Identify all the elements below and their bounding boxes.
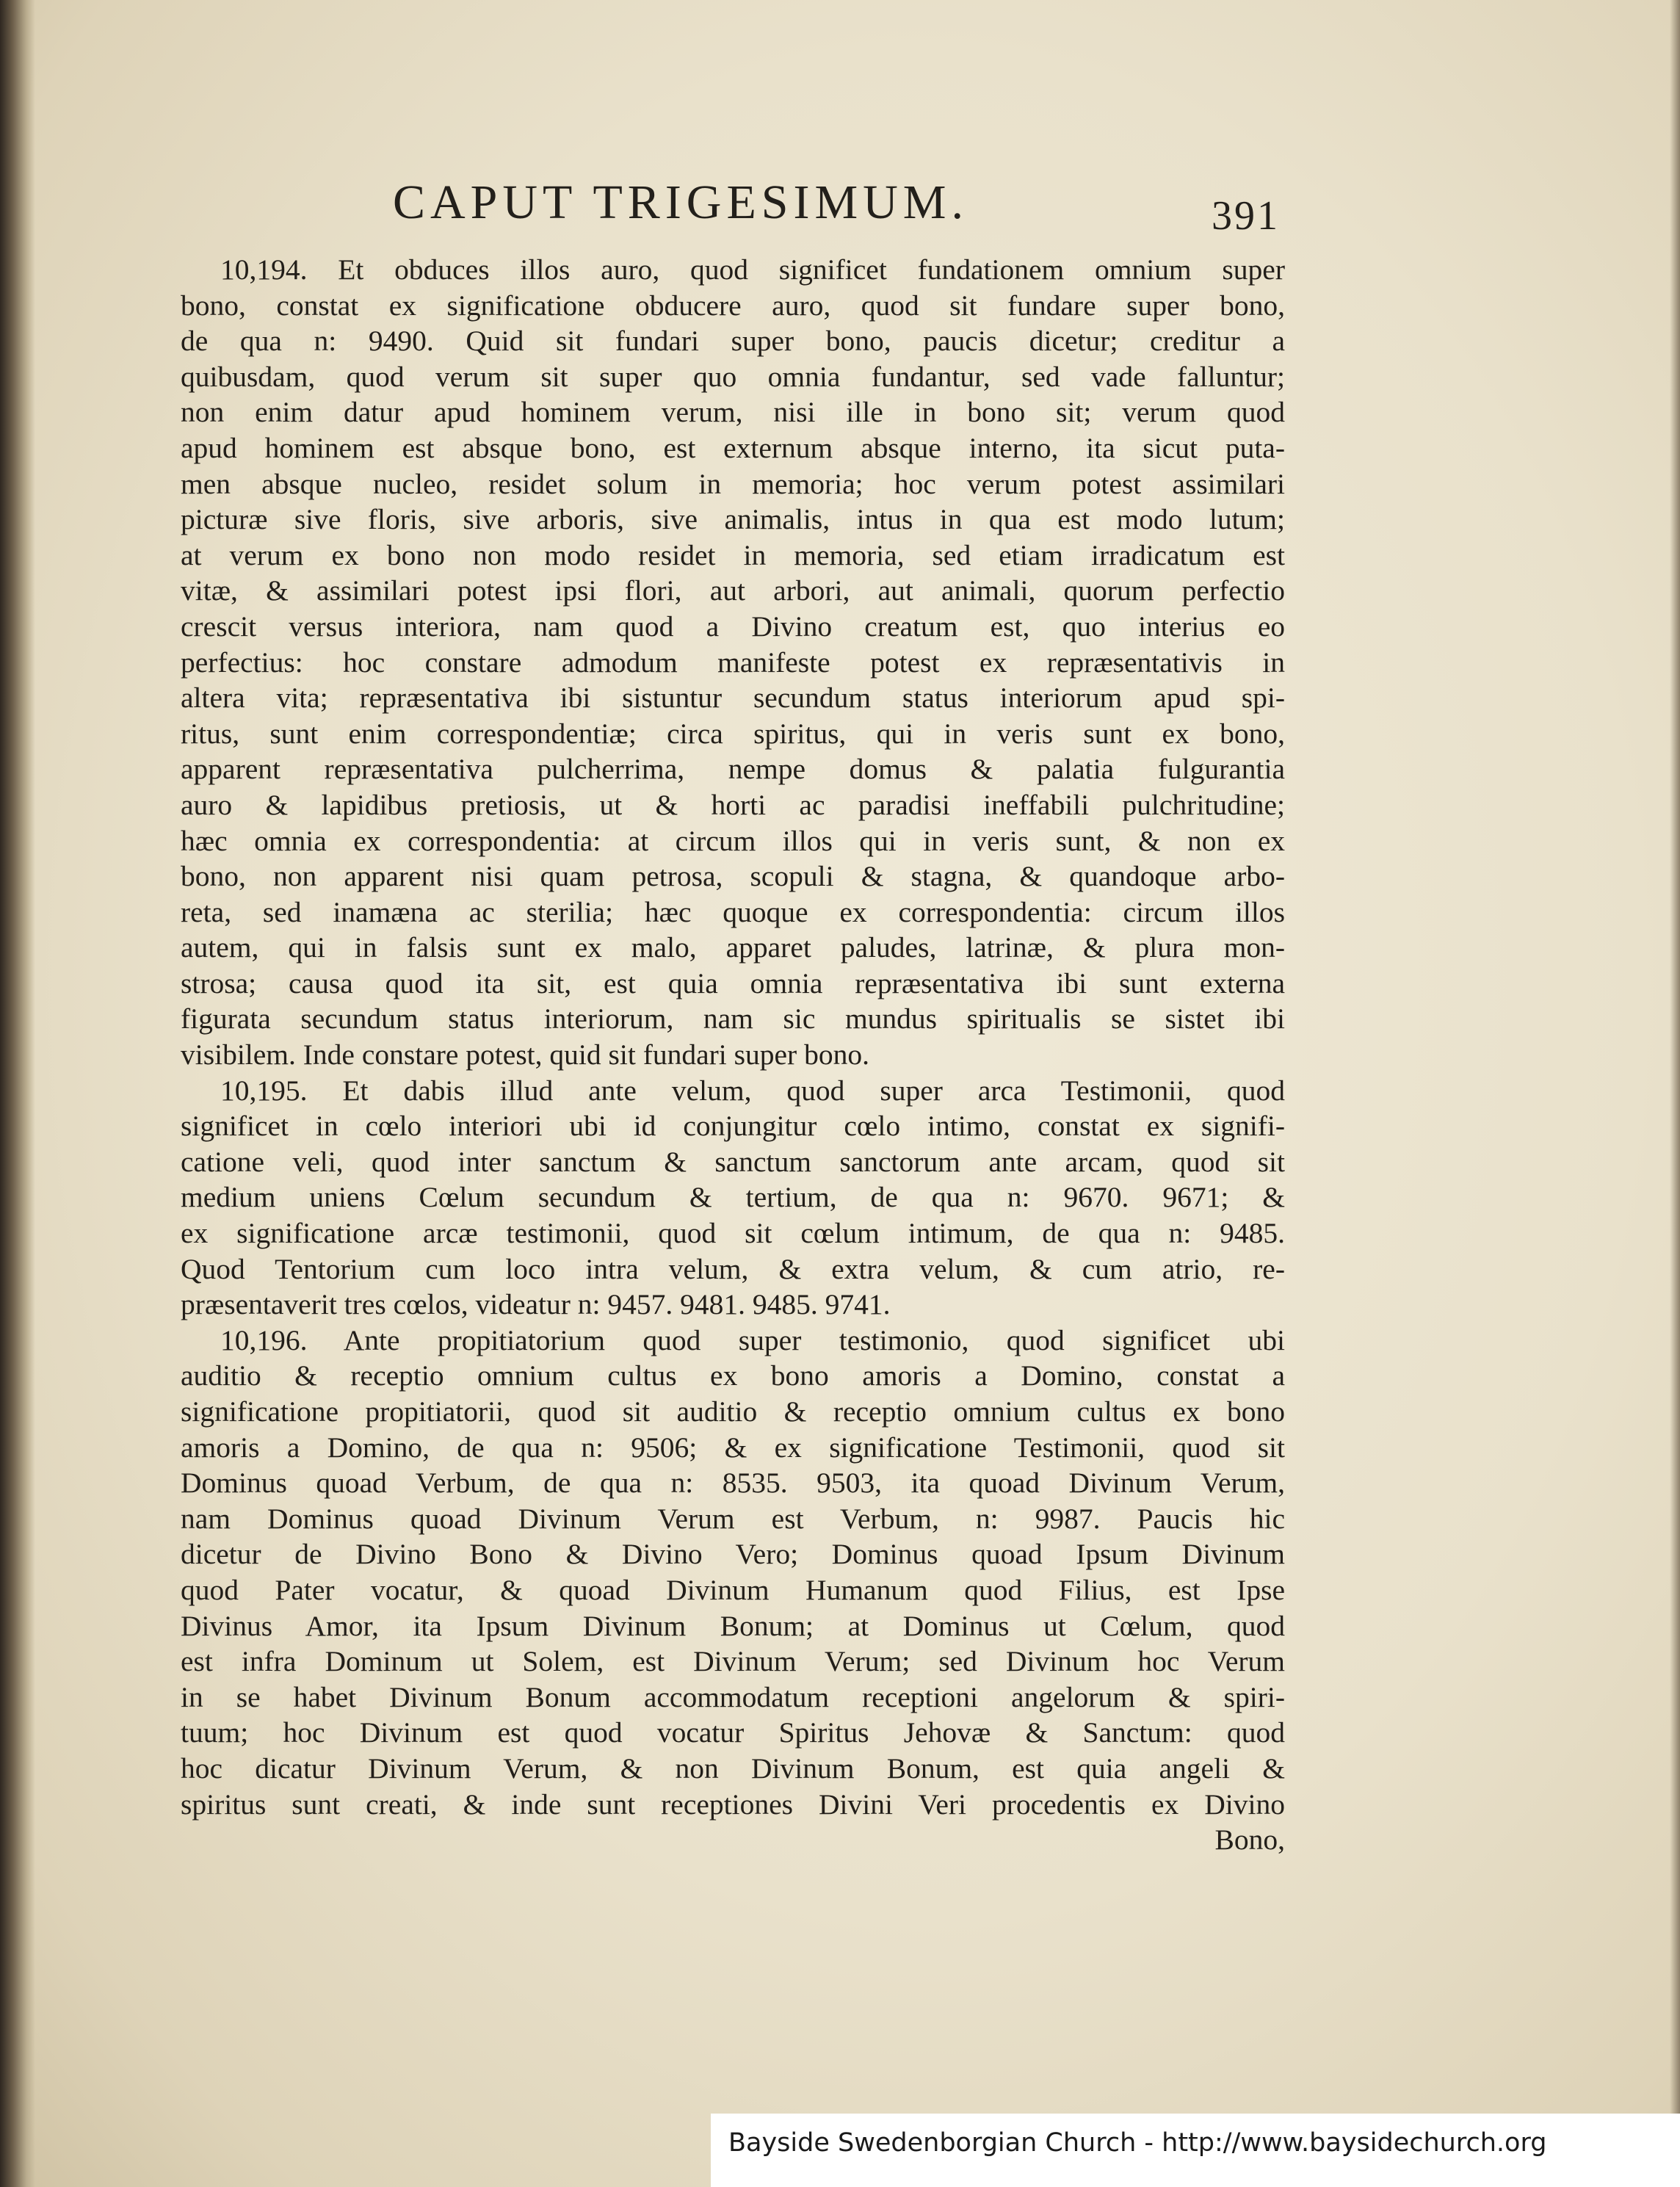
text-line: hoc dicatur Divinum Verum, & non Divinum Bonum, est quia angeli &	[181, 1752, 1285, 1785]
text-line: apparent repræsentativa pulcherrima, nempe domus & palatia fulgurantia	[181, 753, 1285, 786]
text-line: auditio & receptio omnium cultus ex bono amoris a Domino, constat a	[181, 1359, 1285, 1392]
text-line: vitæ, & assimilari potest ipsi flori, aut arbori, aut animali, quorum perfectio	[181, 574, 1285, 607]
text-line: 10,194. Et obduces illos auro, quod significet fundationem omnium super	[220, 253, 1285, 286]
catchword: Bono,	[1214, 1823, 1285, 1857]
text-line: picturæ sive floris, sive arboris, sive animalis, intus in qua est modo lutum;	[181, 503, 1285, 536]
text-line: amoris a Domino, de qua n: 9506; & ex significatione Testimonii, quod sit	[181, 1431, 1285, 1464]
text-line: 10,196. Ante propitiatorium quod super testimonio, quod significet ubi	[220, 1323, 1285, 1356]
text-line: de qua n: 9490. Quid sit fundari super bono, paucis dicetur; creditur a	[181, 325, 1285, 358]
text-line: Divinus Amor, ita Ipsum Divinum Bonum; at Dominus ut Cœlum, quod	[181, 1609, 1285, 1642]
text-line: reta, sed inamæna ac sterilia; hæc quoque ex correspondentia: circum illos	[181, 895, 1285, 928]
chapter-heading: CAPUT TRIGESIMUM.	[393, 176, 968, 229]
text-line: Dominus quoad Verbum, de qua n: 8535. 9503, ita quoad Divinum Verum,	[181, 1467, 1285, 1500]
text-line: quod Pater vocatur, & quoad Divinum Humanum quod Filius, est Ipse	[181, 1573, 1285, 1606]
page-number: 391	[1212, 193, 1280, 239]
text-line: catione veli, quod inter sanctum & sanctum sanctorum ante arcam, quod sit	[181, 1145, 1285, 1178]
text-line: non enim datur apud hominem verum, nisi ille in bono sit; verum quod	[181, 396, 1285, 429]
text-line: quibusdam, quod verum sit super quo omnia fundantur, sed vade falluntur;	[181, 360, 1285, 393]
text-line: in se habet Divinum Bonum accommodatum receptioni angelorum & spiri-	[181, 1680, 1285, 1713]
text-line: ex significatione arcæ testimonii, quod sit cœlum intimum, de qua n: 9485.	[181, 1217, 1285, 1250]
text-line: men absque nucleo, residet solum in memoria; hoc verum potest assimilari	[181, 467, 1285, 500]
text-line: est infra Dominum ut Solem, est Divinum Verum; sed Divinum hoc Verum	[181, 1645, 1285, 1678]
text-line: nam Dominus quoad Divinum Verum est Verbum, n: 9987. Paucis hic	[181, 1502, 1285, 1535]
text-line: bono, non apparent nisi quam petrosa, scopuli & stagna, & quandoque arbo-	[181, 860, 1285, 893]
text-line: præsentaverit tres cœlos, videatur n: 9457. 9481. 9485. 9741.	[181, 1288, 891, 1321]
text-line: tuum; hoc Divinum est quod vocatur Spiritus Jehovæ & Sanctum: quod	[181, 1716, 1285, 1749]
text-line: ritus, sunt enim correspondentiæ; circa spiritus, qui in veris sunt ex bono,	[181, 717, 1285, 750]
text-line: hæc omnia ex correspondentia: at circum illos qui in veris sunt, & non ex	[181, 824, 1285, 857]
text-line: altera vita; repræsentativa ibi sistuntur secundum status interiorum apud spi-	[181, 682, 1285, 715]
text-line: 10,195. Et dabis illud ante velum, quod super arca Testimonii, quod	[220, 1074, 1285, 1107]
text-line: strosa; causa quod ita sit, est quia omnia repræsentativa ibi sunt externa	[181, 966, 1285, 999]
text-line: medium uniens Cœlum secundum & tertium, de qua n: 9670. 9671; &	[181, 1181, 1285, 1214]
binding-shadow	[0, 0, 35, 2187]
text-line: spiritus sunt creati, & inde sunt receptiones Divini Veri procedentis ex Divino	[181, 1787, 1285, 1821]
text-line: bono, constat ex significatione obducere auro, quod sit fundare super bono,	[181, 289, 1285, 322]
page-edge-shadow	[1670, 0, 1680, 2187]
credit-link[interactable]: Bayside Swedenborgian Church - http://www.baysidechurch.org	[728, 2128, 1547, 2158]
text-line: autem, qui in falsis sunt ex malo, apparet paludes, latrinæ, & plura mon-	[181, 931, 1285, 964]
text-line: Quod Tentorium cum loco intra velum, & extra velum, & cum atrio, re-	[181, 1252, 1285, 1285]
text-line: apud hominem est absque bono, est externum absque interno, ita sicut puta-	[181, 431, 1285, 464]
text-line: crescit versus interiora, nam quod a Divino creatum est, quo interius eo	[181, 610, 1285, 643]
text-line: significet in cœlo interiori ubi id conjungitur cœlo intimo, constat ex signifi-	[181, 1110, 1285, 1143]
text-line: auro & lapidibus pretiosis, ut & horti ac paradisi ineffabili pulchritudine;	[181, 788, 1285, 821]
text-line: dicetur de Divino Bono & Divino Vero; Dominus quoad Ipsum Divinum	[181, 1538, 1285, 1571]
text-line: perfectius: hoc constare admodum manifeste potest ex repræsentativis in	[181, 646, 1285, 679]
text-line: significatione propitiatorii, quod sit auditio & receptio omnium cultus ex bono	[181, 1395, 1285, 1428]
text-line: at verum ex bono non modo residet in memoria, sed etiam irradicatum est	[181, 538, 1285, 571]
text-line: visibilem. Inde constare potest, quid sit fundari super bono.	[181, 1038, 869, 1071]
text-line: figurata secundum status interiorum, nam sic mundus spiritualis se sistet ibi	[181, 1002, 1285, 1035]
body-text	[181, 252, 1285, 1858]
